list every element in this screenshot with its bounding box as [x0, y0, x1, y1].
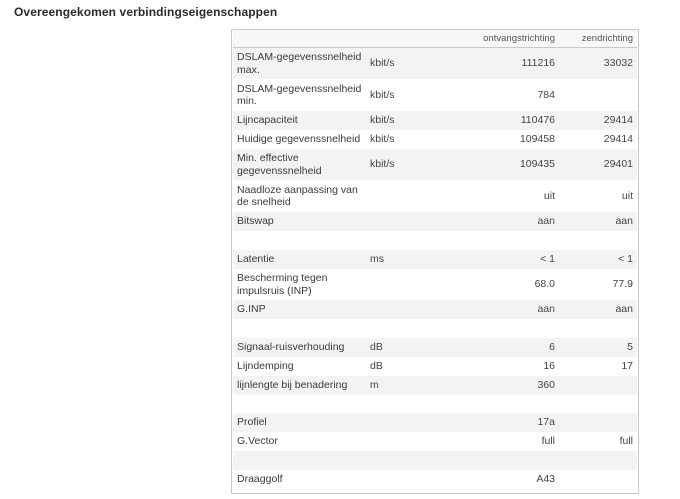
table-spacer-row — [233, 319, 637, 338]
row-upstream-value: 29414 — [559, 130, 637, 149]
row-upstream-value: aan — [559, 300, 637, 319]
row-unit — [366, 212, 426, 231]
row-upstream-value — [559, 395, 637, 413]
table-row — [233, 269, 637, 300]
row-upstream-value — [559, 413, 637, 432]
row-downstream-value — [426, 231, 559, 250]
row-upstream-value: < 1 — [559, 250, 637, 269]
table-row — [233, 338, 637, 357]
row-downstream-value: A43 — [426, 470, 559, 489]
row-unit: kbit/s — [366, 149, 426, 180]
row-unit — [366, 432, 426, 451]
row-downstream-value: full — [426, 432, 559, 451]
section-title: Overeengekomen verbindingseigenschappen — [14, 5, 278, 19]
table-row — [233, 79, 637, 111]
row-upstream-value: aan — [559, 212, 637, 231]
row-upstream-value: uit — [559, 180, 637, 212]
table-row — [233, 376, 637, 395]
row-downstream-value: 110476 — [426, 111, 559, 130]
row-unit — [366, 451, 426, 470]
row-upstream-value — [559, 470, 637, 489]
row-downstream-value: 111216 — [426, 48, 559, 80]
row-downstream-value: aan — [426, 212, 559, 231]
table-row — [233, 111, 637, 130]
row-upstream-value — [559, 319, 637, 338]
row-downstream-value — [426, 319, 559, 338]
row-label: Naadloze aanpassing van de snelheid — [233, 180, 366, 212]
row-unit — [366, 319, 426, 338]
row-downstream-value: 784 — [426, 79, 559, 111]
row-upstream-value: 5 — [559, 338, 637, 357]
row-unit: kbit/s — [366, 130, 426, 149]
row-downstream-value — [426, 451, 559, 470]
table-header-row — [233, 30, 637, 48]
table-row — [233, 250, 637, 269]
row-label: G.Vector — [233, 432, 366, 451]
row-label: G.INP — [233, 300, 366, 319]
row-downstream-value: 6 — [426, 338, 559, 357]
row-unit — [366, 413, 426, 432]
row-label: Profiel — [233, 413, 366, 432]
row-unit — [366, 470, 426, 489]
row-unit: dB — [366, 357, 426, 376]
row-downstream-value: uit — [426, 180, 559, 212]
table-spacer-row — [233, 231, 637, 250]
table-row — [233, 300, 637, 319]
row-downstream-value — [426, 395, 559, 413]
row-downstream-value: 16 — [426, 357, 559, 376]
row-unit: kbit/s — [366, 79, 426, 111]
row-upstream-value: 77.9 — [559, 269, 637, 300]
row-label: Min. effective gegevenssnelheid — [233, 149, 366, 180]
row-downstream-value: < 1 — [426, 250, 559, 269]
table-row — [233, 357, 637, 376]
row-upstream-value — [559, 231, 637, 250]
row-upstream-value: 33032 — [559, 48, 637, 80]
header-downstream: ontvangstrichting — [426, 30, 559, 48]
row-downstream-value: 68.0 — [426, 269, 559, 300]
table-row — [233, 413, 637, 432]
row-downstream-value: aan — [426, 300, 559, 319]
row-label: Bescherming tegen impulsruis (INP) — [233, 269, 366, 300]
row-unit: ms — [366, 250, 426, 269]
table-row — [233, 432, 637, 451]
header-unit — [366, 30, 426, 48]
row-label: Lijndemping — [233, 357, 366, 376]
table-spacer-row — [233, 395, 637, 413]
connection-properties-table — [233, 30, 637, 489]
row-downstream-value: 360 — [426, 376, 559, 395]
row-label: Huidige gegevenssnelheid — [233, 130, 366, 149]
row-label — [233, 395, 366, 413]
table-spacer-row — [233, 451, 637, 470]
row-upstream-value — [559, 451, 637, 470]
row-label: DSLAM-gegevenssnelheid max. — [233, 48, 366, 80]
row-unit: kbit/s — [366, 48, 426, 80]
table-row — [233, 180, 637, 212]
row-unit: kbit/s — [366, 111, 426, 130]
table-row — [233, 48, 637, 80]
row-label: DSLAM-gegevenssnelheid min. — [233, 79, 366, 111]
row-label: Draaggolf — [233, 470, 366, 489]
row-label: lijnlengte bij benadering — [233, 376, 366, 395]
header-label — [233, 30, 366, 48]
row-upstream-value: 17 — [559, 357, 637, 376]
table-row — [233, 212, 637, 231]
row-downstream-value: 109435 — [426, 149, 559, 180]
table-row — [233, 470, 637, 489]
row-label — [233, 231, 366, 250]
row-unit — [366, 395, 426, 413]
row-upstream-value — [559, 376, 637, 395]
row-unit — [366, 231, 426, 250]
row-label: Signaal-ruisverhouding — [233, 338, 366, 357]
row-label: Latentie — [233, 250, 366, 269]
row-unit — [366, 300, 426, 319]
row-unit — [366, 269, 426, 300]
row-downstream-value: 109458 — [426, 130, 559, 149]
row-unit: dB — [366, 338, 426, 357]
row-upstream-value: 29414 — [559, 111, 637, 130]
row-downstream-value: 17a — [426, 413, 559, 432]
row-unit — [366, 180, 426, 212]
row-upstream-value: 29401 — [559, 149, 637, 180]
row-unit: m — [366, 376, 426, 395]
row-label — [233, 319, 366, 338]
row-upstream-value: full — [559, 432, 637, 451]
row-label: Lijncapaciteit — [233, 111, 366, 130]
table-row — [233, 149, 637, 180]
row-label — [233, 451, 366, 470]
row-upstream-value — [559, 79, 637, 111]
table-row — [233, 130, 637, 149]
row-label: Bitswap — [233, 212, 366, 231]
header-upstream: zendrichting — [559, 30, 637, 48]
